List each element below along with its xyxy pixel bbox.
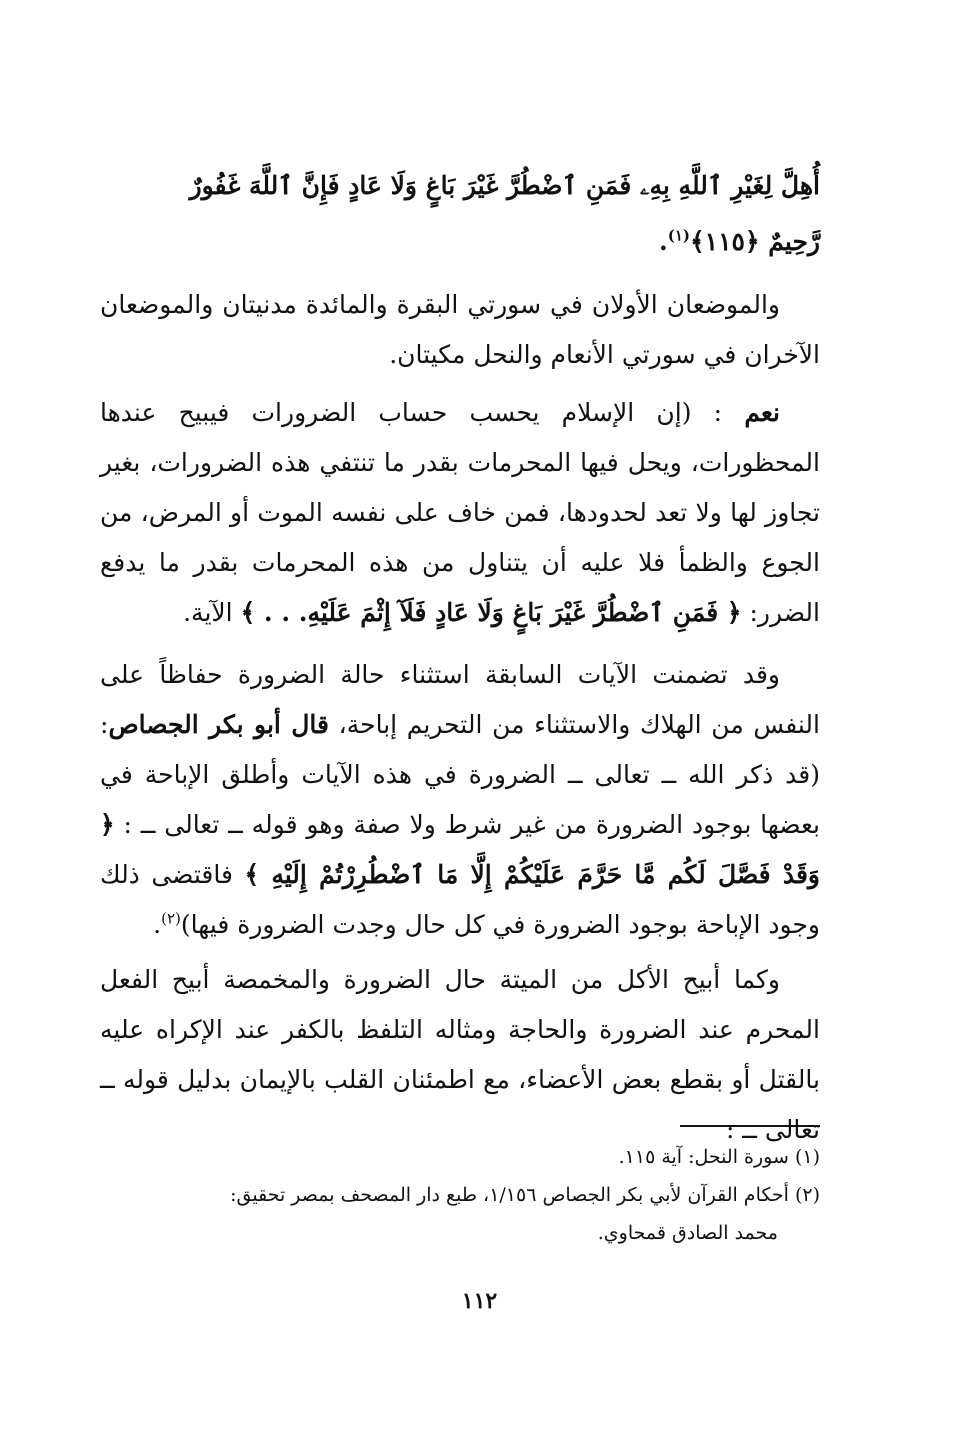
paragraph-2 [100, 388, 820, 638]
footnote-2 [100, 1176, 820, 1214]
paragraph-2-lead: نعم [744, 398, 781, 427]
footnote-ref-1: (١) [667, 226, 690, 245]
footnote-2-text: أحكام القرآن لأبي بكر الجصاص ١/١٥٦، طبع دار المصحف بمصر تحقيق: [230, 1184, 789, 1206]
footnote-1-text: سورة النحل: آية ١١٥. [618, 1146, 789, 1168]
paragraph-3-bold: قال أبو بكر الجصاص [108, 710, 330, 739]
paragraph-3 [100, 650, 820, 950]
paragraph-3-text-c: فاقتضى ذلك وجود الإباحة بوجود الضرورة في كل حال وجدت الضرورة فيها) [100, 860, 820, 939]
footnote-2-continuation: محمد الصادق قمحاوي. [597, 1222, 778, 1244]
verse-line-1: أُهِلَّ لِغَيْرِ ٱللَّهِ بِهِۦ فَمَنِ ٱضْطُرَّ غَيْرَ بَاغٍ وَلَا عَادٍ فَإِنَّ ٱللَّهَ غَفُورٌ [189, 171, 820, 200]
paragraph-2-text-a: : (إن الإسلام يحسب حساب الضرورات فيبيح عندها المحظورات، ويحل فيها المحرمات بقدر ما تنتفي هذه الضرورات، بغير تجاوز لها ولا تعد لحدودها، فمن خاف على نفسه الموت أو المرض، من الجوع والظمأ فلا عليه أن يتناول من هذه المحرمات بقدر ما يدفع الضرر: [100, 398, 820, 627]
footnote-2-number: (٢) [794, 1184, 820, 1206]
verse-end-period: . [658, 227, 668, 256]
footnotes [100, 1138, 820, 1252]
paragraph-2-text-b: الآية. [183, 598, 233, 627]
verse-line-2-text: رَّحِيمٌ ﴿١١٥﴾ [689, 227, 820, 256]
footnote-ref-2: (٢) [161, 909, 181, 928]
footnote-1 [100, 1138, 820, 1176]
paragraph-4-text: وكما أبيح الأكل من الميتة حال الضرورة والمخمصة أبيح الفعل المحرم عند الضرورة والحاجة ومثاله التلفظ بالكفر عند الإكراه عليه بالقتل أو بقطع بعض الأعضاء، مع اطمئنان القلب بالإيمان بدليل قوله ــ تعالى ــ : [100, 965, 820, 1144]
paragraph-2-verse: ﴿ فَمَنِ ٱضْطُرَّ غَيْرَ بَاغٍ وَلَا عَادٍ فَلَآ إِثْمَ عَلَيْهِ. . . ﴾ [240, 598, 742, 627]
page-number: ١١٢ [461, 1288, 498, 1314]
quran-verse-block [100, 158, 820, 270]
paragraph-3-text-b: : (قد ذكر الله ــ تعالى ــ الضرورة في هذه الآيات وأطلق الإباحة في بعضها بوجود الضرورة من غير شرط ولا صفة وهو قوله ــ تعالى ــ : [100, 710, 820, 839]
paragraph-3-end: . [153, 910, 162, 939]
paragraph-1 [100, 280, 820, 380]
paragraph-1-text: والموضعان الأولان في سورتي البقرة والمائدة مدنيتان والموضعان الآخران في سورتي الأنعام والنحل مكيتان. [100, 290, 820, 369]
verse-line-2 [100, 214, 820, 270]
paragraph-3-text-a: وقد تضمنت الآيات السابقة استثناء حالة الضرورة حفاظاً على النفس من الهلاك والاستثناء من التحريم إباحة، [100, 660, 820, 739]
footnote-1-number: (١) [794, 1146, 820, 1168]
footnote-divider [680, 1125, 820, 1127]
paragraph-3-verse: ﴿ وَقَدْ فَصَّلَ لَكُم مَّا حَرَّمَ عَلَيْكُمْ إِلَّا مَا ٱضْطُرِرْتُمْ إِلَيْهِ ﴾ [100, 810, 820, 889]
